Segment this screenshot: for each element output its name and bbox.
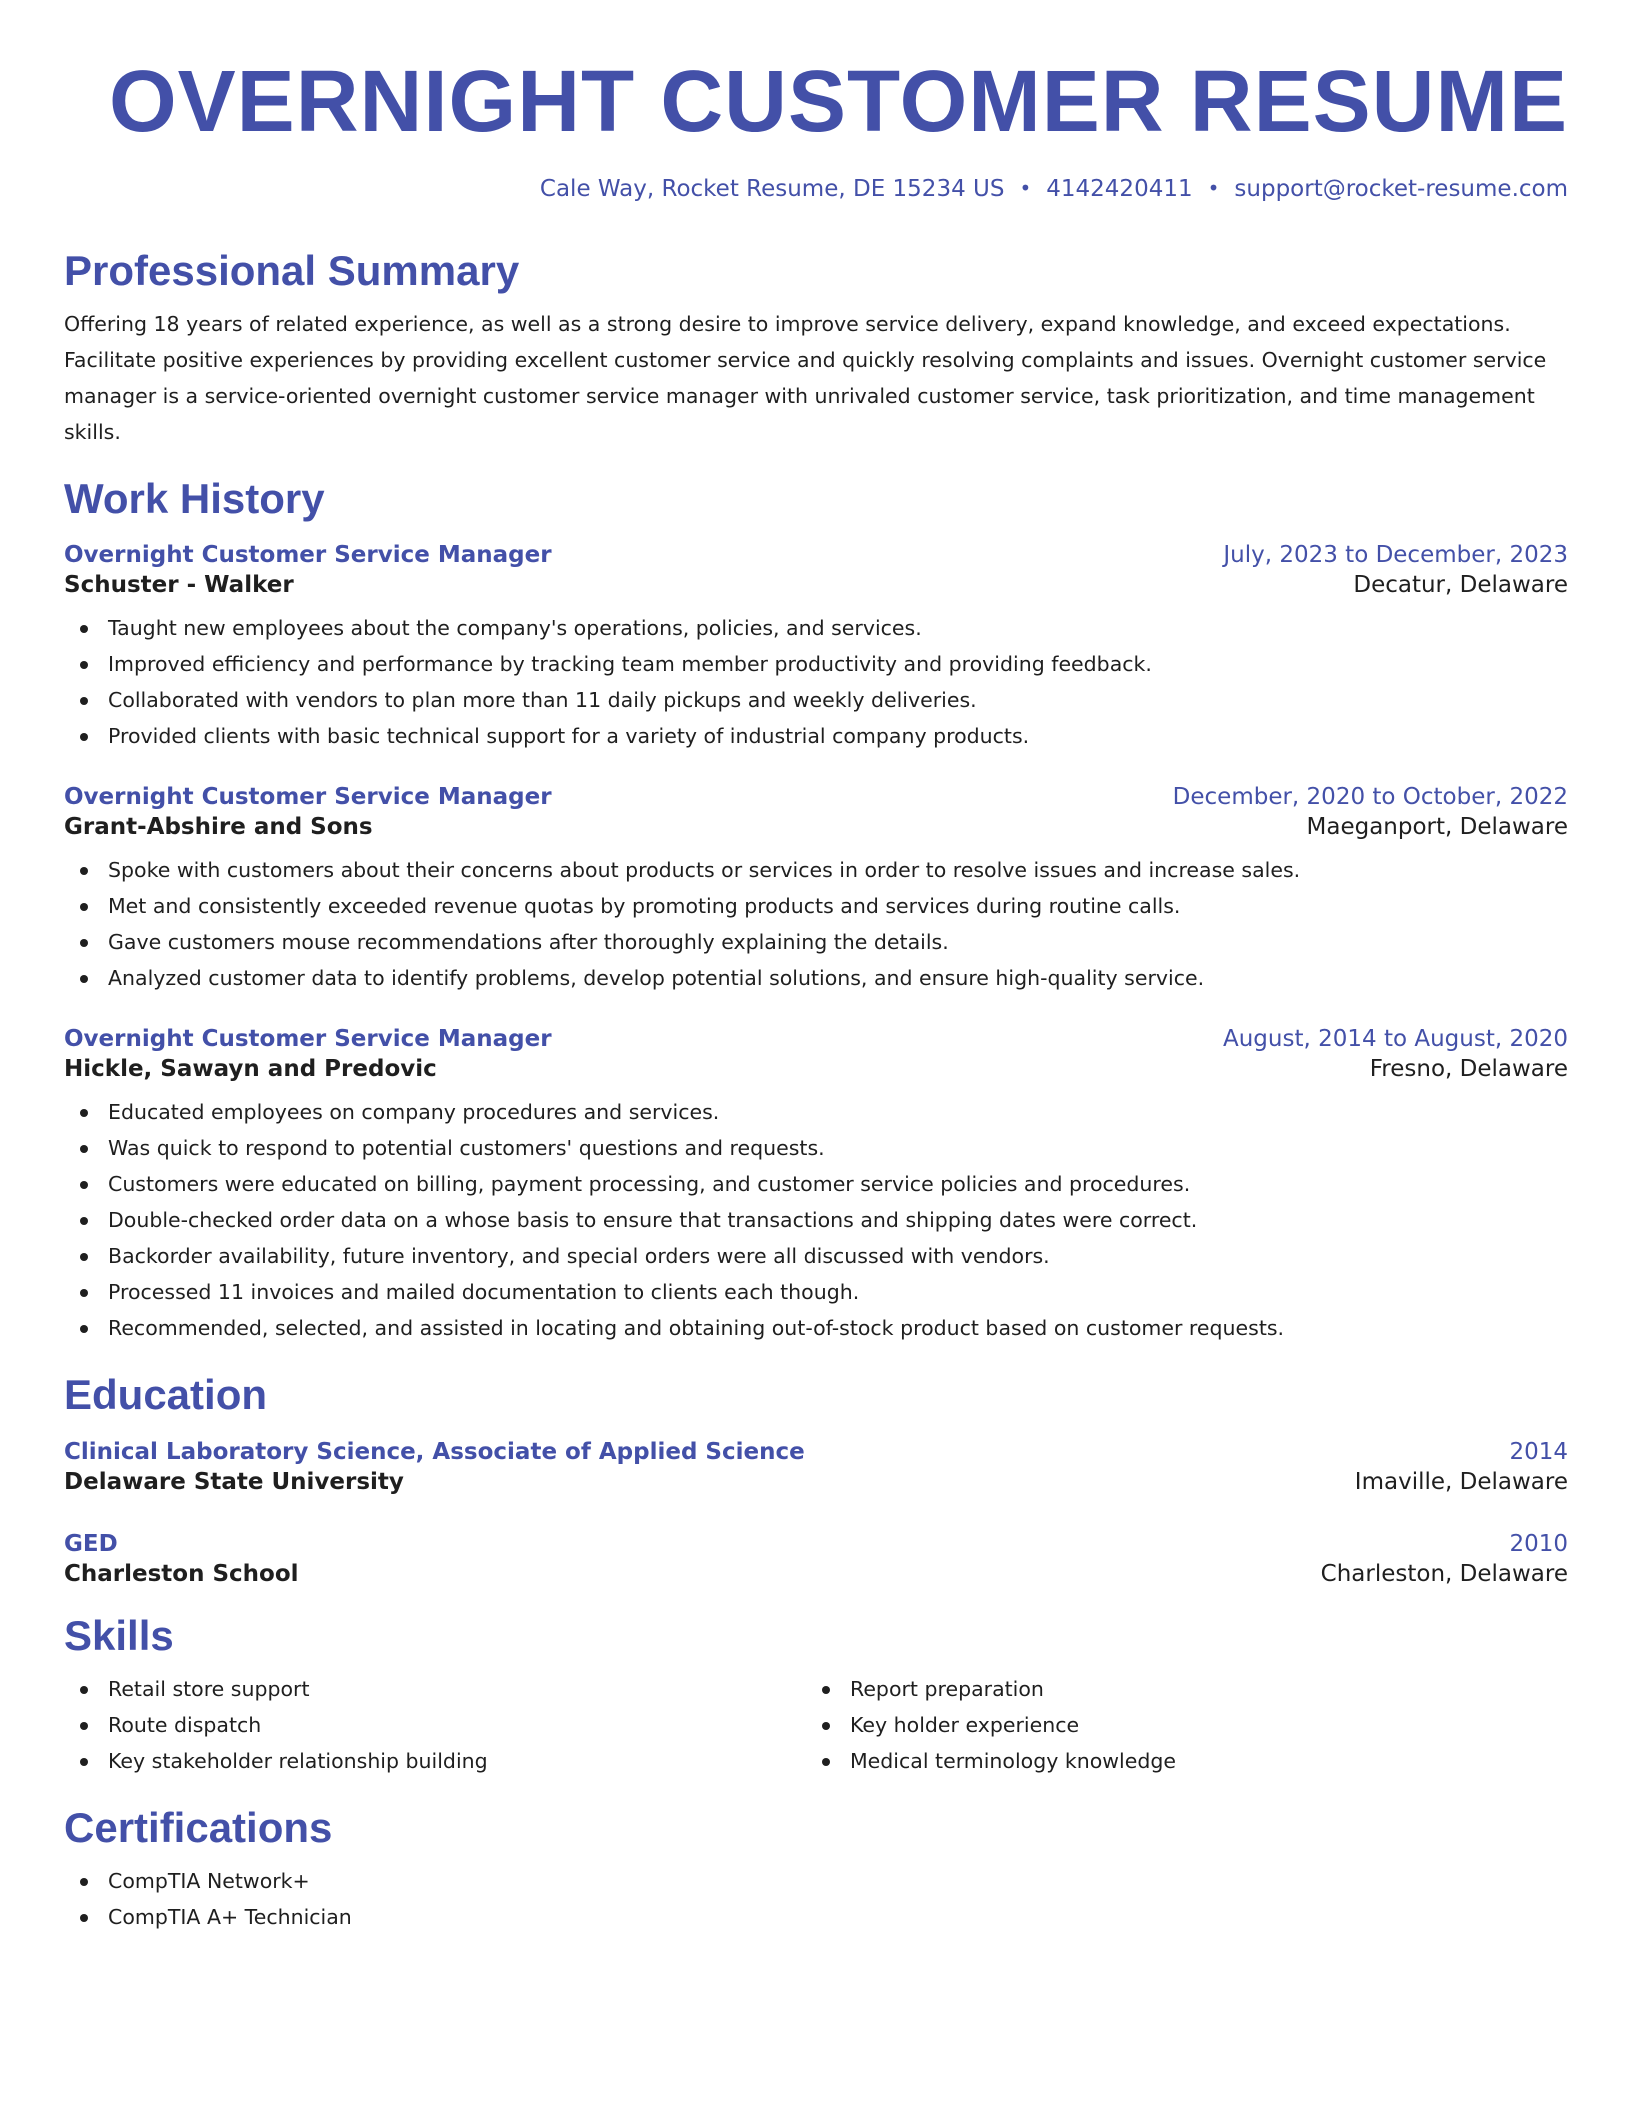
list-item: Retail store support xyxy=(64,1671,806,1707)
job-company: Grant-Abshire and Sons xyxy=(64,814,373,841)
contact-email[interactable]: support@rocket-resume.com xyxy=(1234,176,1568,202)
education-degree: Clinical Laboratory Science, Associate of Applied Science xyxy=(64,1438,805,1465)
list-item: Educated employees on company procedures and services. xyxy=(64,1094,1568,1130)
skills-list-right xyxy=(806,1671,1548,1779)
resume-page xyxy=(64,0,1568,1935)
list-item: Met and consistently exceeded revenue quotas by promoting products and services during routine calls. xyxy=(64,888,1568,924)
education-school: Delaware State University xyxy=(64,1468,404,1495)
job-duties-list xyxy=(64,610,1568,754)
job-title: Overnight Customer Service Manager xyxy=(64,784,552,811)
work-history-heading: Work History xyxy=(64,475,325,523)
list-item: CompTIA Network+ xyxy=(64,1863,1568,1899)
list-item: Key stakeholder relationship building xyxy=(64,1743,806,1779)
job-location: Maeganport, Delaware xyxy=(1306,814,1568,841)
list-item: Backorder availability, future inventory, and special orders were all discussed with vendors. xyxy=(64,1238,1568,1274)
list-item: Analyzed customer data to identify problems, develop potential solutions, and ensure high-quality service. xyxy=(64,960,1568,996)
certifications-list xyxy=(64,1863,1568,1935)
list-item: Improved efficiency and performance by tracking team member productivity and providing feedback. xyxy=(64,646,1568,682)
job-entry xyxy=(64,784,1568,996)
skills-heading: Skills xyxy=(64,1611,174,1659)
education-location: Charleston, Delaware xyxy=(1320,1560,1568,1587)
job-location: Fresno, Delaware xyxy=(1369,1056,1568,1083)
skills-grid xyxy=(64,1659,1568,1779)
job-location: Decatur, Delaware xyxy=(1353,572,1568,599)
job-dates: December, 2020 to October, 2022 xyxy=(1172,784,1568,811)
education-location: Imaville, Delaware xyxy=(1354,1468,1568,1495)
education-school: Charleston School xyxy=(64,1560,299,1587)
list-item: Customers were educated on billing, payment processing, and customer service policies and procedures. xyxy=(64,1166,1568,1202)
job-company: Hickle, Sawayn and Predovic xyxy=(64,1056,437,1083)
contact-line xyxy=(64,176,1568,202)
job-entry xyxy=(64,1026,1568,1346)
bullet-separator: • xyxy=(1207,176,1220,200)
list-item: Route dispatch xyxy=(64,1707,806,1743)
list-item: Spoke with customers about their concerns about products or services in order to resolve issues and increase sales. xyxy=(64,852,1568,888)
job-title: Overnight Customer Service Manager xyxy=(64,542,552,569)
list-item: Was quick to respond to potential customers' questions and requests. xyxy=(64,1130,1568,1166)
contact-address: Cale Way, Rocket Resume, DE 15234 US xyxy=(539,176,1005,202)
job-duties-list xyxy=(64,852,1568,996)
list-item: Report preparation xyxy=(806,1671,1548,1707)
job-dates: July, 2023 to December, 2023 xyxy=(1223,542,1568,569)
job-duties-list xyxy=(64,1094,1568,1346)
education-heading: Education xyxy=(64,1371,268,1419)
job-company: Schuster - Walker xyxy=(64,572,294,599)
education-degree: GED xyxy=(64,1530,118,1557)
list-item: Processed 11 invoices and mailed documentation to clients each though. xyxy=(64,1274,1568,1310)
certifications-heading: Certifications xyxy=(64,1803,333,1851)
bullet-separator: • xyxy=(1019,176,1032,200)
education-year: 2010 xyxy=(1509,1530,1568,1557)
list-item: Taught new employees about the company's operations, policies, and services. xyxy=(64,610,1568,646)
skills-list-left xyxy=(64,1671,806,1779)
list-item: Provided clients with basic technical support for a variety of industrial company products. xyxy=(64,718,1568,754)
list-item: Recommended, selected, and assisted in locating and obtaining out-of-stock product based on customer requests. xyxy=(64,1310,1568,1346)
job-title: Overnight Customer Service Manager xyxy=(64,1026,552,1053)
list-item: Collaborated with vendors to plan more than 11 daily pickups and weekly deliveries. xyxy=(64,682,1568,718)
contact-phone: 4142420411 xyxy=(1046,176,1193,202)
list-item: Medical terminology knowledge xyxy=(806,1743,1548,1779)
summary-text: Offering 18 years of related experience, as well as a strong desire to improve service delivery, expand knowledge, and exceed expectations. Facilitate positive experiences by providing excellent customer service and quickly resolving complaints and issues. Overnight customer service manager is a service-oriented overnight customer service manager with unrivaled customer service, task prioritization, and time management skills. xyxy=(64,312,1547,445)
list-item: Key holder experience xyxy=(806,1707,1548,1743)
list-item: Gave customers mouse recommendations after thoroughly explaining the details. xyxy=(64,924,1568,960)
list-item: Double-checked order data on a whose basis to ensure that transactions and shipping dates were correct. xyxy=(64,1202,1568,1238)
summary-heading: Professional Summary xyxy=(64,247,520,294)
education-entry xyxy=(64,1439,1568,1495)
job-dates: August, 2014 to August, 2020 xyxy=(1223,1026,1568,1053)
job-entry xyxy=(64,542,1568,754)
education-entry xyxy=(64,1531,1568,1587)
resume-title: OVERNIGHT CUSTOMER RESUME xyxy=(108,53,1568,150)
education-year: 2014 xyxy=(1509,1438,1568,1465)
list-item: CompTIA A+ Technician xyxy=(64,1899,1568,1935)
